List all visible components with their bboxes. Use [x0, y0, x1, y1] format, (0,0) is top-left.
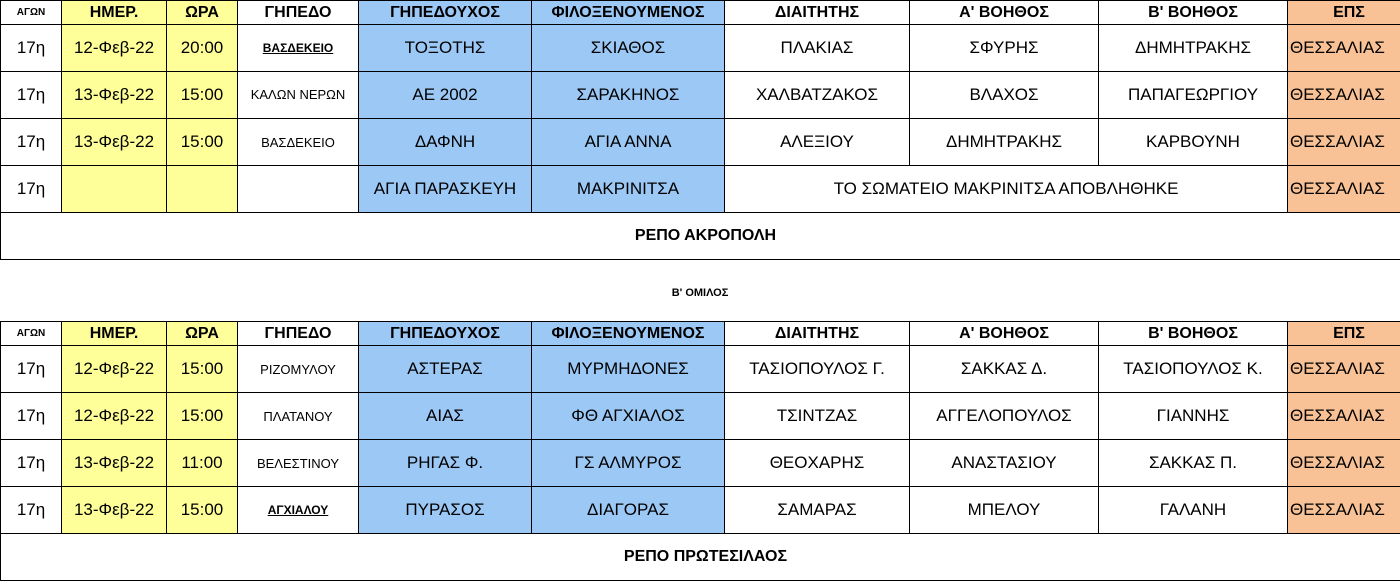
group-a-table	[0, 0, 1400, 260]
time-cell: 15:00	[167, 487, 238, 534]
assistant2-cell: ΤΑΣΙΟΠΟΥΛΟΣ Κ.	[1099, 346, 1288, 393]
assistant1-cell: ΑΝΑΣΤΑΣΙΟΥ	[910, 440, 1099, 487]
time-cell: 20:00	[167, 25, 238, 72]
away-team-cell: ΑΓΙΑ ΑΝΝΑ	[532, 119, 725, 166]
referee-cell: ΠΛΑΚΙΑΣ	[725, 25, 910, 72]
table-row	[1, 166, 1400, 213]
venue-cell: ΑΓΧΙΑΛΟΥ	[238, 487, 359, 534]
header-eps: ΕΠΣ	[1288, 322, 1400, 346]
header-referee: ΔΙΑΙΤΗΤΗΣ	[725, 1, 910, 25]
time-cell	[167, 166, 238, 213]
agon-cell: 17η	[1, 393, 62, 440]
eps-cell: ΘΕΣΣΑΛΙΑΣ	[1288, 487, 1400, 534]
assistant2-cell: ΚΑΡΒΟΥΝΗ	[1099, 119, 1288, 166]
home-team-cell: ΠΥΡΑΣΟΣ	[359, 487, 532, 534]
expulsion-note: ΤΟ ΣΩΜΑΤΕΙΟ ΜΑΚΡΙΝΙΤΣΑ ΑΠΟΒΛΗΘΗΚΕ	[725, 166, 1288, 213]
header-assistant1: Α' ΒΟΗΘΟΣ	[910, 322, 1099, 346]
agon-cell: 17η	[1, 119, 62, 166]
assistant2-cell: ΠΑΠΑΓΕΩΡΓΙΟΥ	[1099, 72, 1288, 119]
home-team-cell: ΑΓΙΑ ΠΑΡΑΣΚΕΥΗ	[359, 166, 532, 213]
header-referee: ΔΙΑΙΤΗΤΗΣ	[725, 322, 910, 346]
assistant1-cell: ΔΗΜΗΤΡΑΚΗΣ	[910, 119, 1099, 166]
header-date: ΗΜΕΡ.	[62, 1, 167, 25]
group-b-table	[0, 321, 1400, 581]
repo-team: ΡΕΠΟ ΑΚΡΟΠΟΛΗ	[1, 213, 1400, 260]
referee-cell: ΤΑΣΙΟΠΟΥΛΟΣ Γ.	[725, 346, 910, 393]
home-team-cell: ΑΕ 2002	[359, 72, 532, 119]
time-cell: 11:00	[167, 440, 238, 487]
eps-cell: ΘΕΣΣΑΛΙΑΣ	[1288, 119, 1400, 166]
header-assistant2: Β' ΒΟΗΘΟΣ	[1099, 322, 1288, 346]
table-row	[1, 346, 1400, 393]
home-team-cell: ΡΗΓΑΣ Φ.	[359, 440, 532, 487]
header-time: ΩΡΑ	[167, 322, 238, 346]
header-home: ΓΗΠΕΔΟΥΧΟΣ	[359, 1, 532, 25]
date-cell: 13-Φεβ-22	[62, 440, 167, 487]
date-cell: 13-Φεβ-22	[62, 487, 167, 534]
assistant1-cell: ΣΑΚΚΑΣ Δ.	[910, 346, 1099, 393]
date-cell: 12-Φεβ-22	[62, 393, 167, 440]
away-team-cell: ΣΚΙΑΘΟΣ	[532, 25, 725, 72]
header-row	[1, 322, 1400, 346]
venue-cell: ΠΛΑΤΑΝΟΥ	[238, 393, 359, 440]
eps-cell: ΘΕΣΣΑΛΙΑΣ	[1288, 346, 1400, 393]
date-cell	[62, 166, 167, 213]
header-assistant2: Β' ΒΟΗΘΟΣ	[1099, 1, 1288, 25]
header-away: ΦΙΛΟΞΕΝΟΥΜΕΝΟΣ	[532, 1, 725, 25]
time-cell: 15:00	[167, 72, 238, 119]
agon-cell: 17η	[1, 440, 62, 487]
away-team-cell: ΜΥΡΜΗΔΟΝΕΣ	[532, 346, 725, 393]
away-team-cell: ΣΑΡΑΚΗΝΟΣ	[532, 72, 725, 119]
repo-row	[1, 534, 1400, 581]
table-row	[1, 119, 1400, 166]
header-home: ΓΗΠΕΔΟΥΧΟΣ	[359, 322, 532, 346]
assistant1-cell: ΑΓΓΕΛΟΠΟΥΛΟΣ	[910, 393, 1099, 440]
referee-cell: ΑΛΕΞΙΟΥ	[725, 119, 910, 166]
date-cell: 12-Φεβ-22	[62, 346, 167, 393]
repo-row	[1, 213, 1400, 260]
assistant1-cell: ΣΦΥΡΗΣ	[910, 25, 1099, 72]
home-team-cell: ΔΑΦΝΗ	[359, 119, 532, 166]
assistant1-cell: ΒΛΑΧΟΣ	[910, 72, 1099, 119]
referee-cell: ΣΑΜΑΡΑΣ	[725, 487, 910, 534]
home-team-cell: ΑΙΑΣ	[359, 393, 532, 440]
assistant2-cell: ΓΙΑΝΝΗΣ	[1099, 393, 1288, 440]
table-row	[1, 393, 1400, 440]
eps-cell: ΘΕΣΣΑΛΙΑΣ	[1288, 440, 1400, 487]
venue-cell: ΡΙΖΟΜΥΛΟΥ	[238, 346, 359, 393]
repo-team: ΡΕΠΟ ΠΡΩΤΕΣΙΛΑΟΣ	[1, 534, 1400, 581]
referee-cell: ΧΑΛΒΑΤΖΑΚΟΣ	[725, 72, 910, 119]
header-away: ΦΙΛΟΞΕΝΟΥΜΕΝΟΣ	[532, 322, 725, 346]
group-b-title: Β' ΟΜΙΛΟΣ	[671, 287, 729, 299]
away-team-cell: ΦΘ ΑΓΧΙΑΛΟΣ	[532, 393, 725, 440]
time-cell: 15:00	[167, 393, 238, 440]
venue-cell: ΒΑΣΔΕΚΕΙΟ	[238, 25, 359, 72]
agon-cell: 17η	[1, 346, 62, 393]
home-team-cell: ΑΣΤΕΡΑΣ	[359, 346, 532, 393]
date-cell: 13-Φεβ-22	[62, 119, 167, 166]
agon-cell: 17η	[1, 166, 62, 213]
eps-cell: ΘΕΣΣΑΛΙΑΣ	[1288, 72, 1400, 119]
eps-cell: ΘΕΣΣΑΛΙΑΣ	[1288, 393, 1400, 440]
referee-cell: ΤΣΙΝΤΖΑΣ	[725, 393, 910, 440]
assistant2-cell: ΣΑΚΚΑΣ Π.	[1099, 440, 1288, 487]
agon-cell: 17η	[1, 487, 62, 534]
away-team-cell: ΔΙΑΓΟΡΑΣ	[532, 487, 725, 534]
header-date: ΗΜΕΡ.	[62, 322, 167, 346]
date-cell: 13-Φεβ-22	[62, 72, 167, 119]
eps-cell: ΘΕΣΣΑΛΙΑΣ	[1288, 25, 1400, 72]
venue-cell: ΒΑΣΔΕΚΕΙΟ	[238, 119, 359, 166]
table-row	[1, 72, 1400, 119]
away-team-cell: ΜΑΚΡΙΝΙΤΣΑ	[532, 166, 725, 213]
header-agon: ΑΓΩΝ	[1, 1, 62, 25]
header-row	[1, 1, 1400, 25]
time-cell: 15:00	[167, 119, 238, 166]
away-team-cell: ΓΣ ΑΛΜΥΡΟΣ	[532, 440, 725, 487]
agon-cell: 17η	[1, 25, 62, 72]
header-assistant1: Α' ΒΟΗΘΟΣ	[910, 1, 1099, 25]
referee-cell: ΘΕΟΧΑΡΗΣ	[725, 440, 910, 487]
table-row	[1, 440, 1400, 487]
assistant1-cell: ΜΠΕΛΟΥ	[910, 487, 1099, 534]
header-agon: ΑΓΩΝ	[1, 322, 62, 346]
assistant2-cell: ΓΑΛΑΝΗ	[1099, 487, 1288, 534]
time-cell: 15:00	[167, 346, 238, 393]
assistant2-cell: ΔΗΜΗΤΡΑΚΗΣ	[1099, 25, 1288, 72]
venue-cell: ΚΑΛΩΝ ΝΕΡΩΝ	[238, 72, 359, 119]
agon-cell: 17η	[1, 72, 62, 119]
date-cell: 12-Φεβ-22	[62, 25, 167, 72]
venue-cell	[238, 166, 359, 213]
venue-cell: ΒΕΛΕΣΤΙΝΟΥ	[238, 440, 359, 487]
table-row	[1, 25, 1400, 72]
header-venue: ΓΗΠΕΔΟ	[238, 1, 359, 25]
table-row	[1, 487, 1400, 534]
header-eps: ΕΠΣ	[1288, 1, 1400, 25]
header-venue: ΓΗΠΕΔΟ	[238, 322, 359, 346]
header-time: ΩΡΑ	[167, 1, 238, 25]
eps-cell: ΘΕΣΣΑΛΙΑΣ	[1288, 166, 1400, 213]
home-team-cell: ΤΟΞΟΤΗΣ	[359, 25, 532, 72]
